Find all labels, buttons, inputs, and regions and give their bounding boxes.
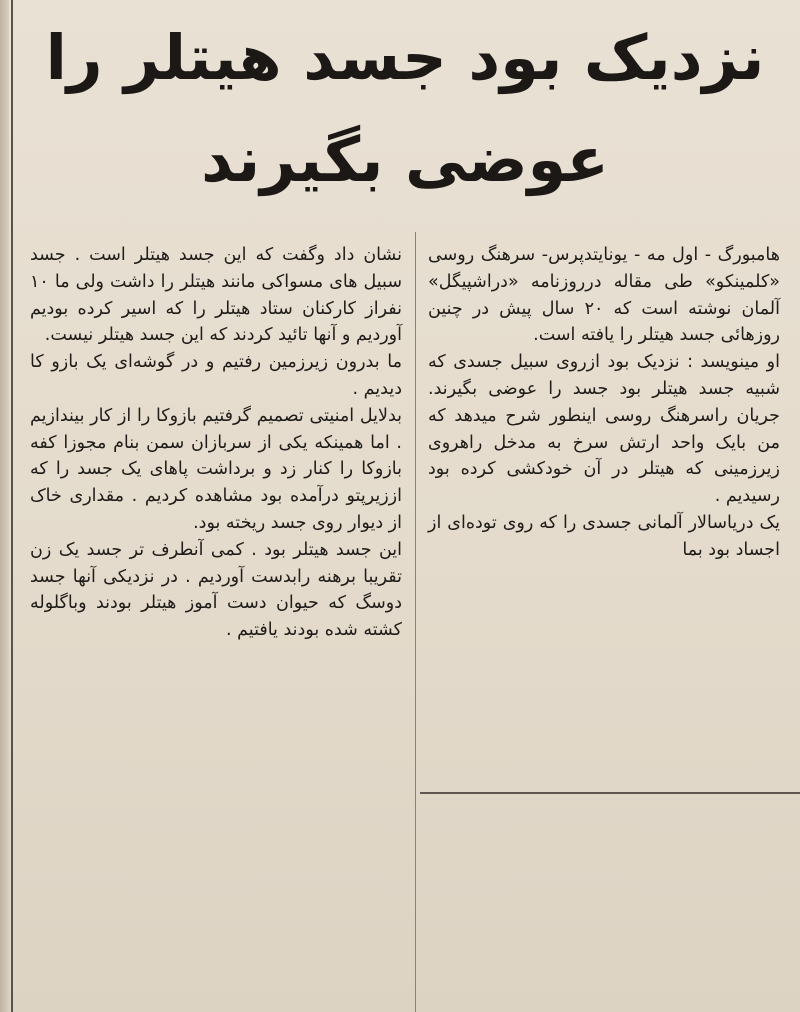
article-column-right [428, 242, 780, 564]
paper-edge [0, 0, 9, 1012]
paragraph-6: بدلایل امنیتی تصمیم گرفتیم بازوکا را از کار بیندازیم . اما همینکه یکی از سربازان سمن بنام مجوزا کفه بازوکا را کنار زد و برداشت پاهای یک جسد را که اززیرپتو درآمده بود مشاهده کردیم . مقداری خاک از دیوار روی جسد ریخته بود. [30, 405, 402, 533]
paragraph-4: نشان داد وگفت که این جسد هیتلر است . جسد سبیل های مسواکی مانند هیتلر را داشت ولی ما ۱۰ نفراز کارکنان ستاد هیتلر را که اسیر کرده بودیم آوردیم و آنها تائید کردند که این جسد هیتلر نیست. [30, 245, 402, 346]
column-divider [415, 232, 416, 1012]
article-column-left [30, 242, 402, 644]
paragraph-1: هامبورگ - اول مه - یونایتدپرس- سرهنگ روسی «کلمینکو» طی مقاله درروزنامه «دراشپیگل» آلمان نوشته است که ۲۰ سال پیش در چنین روزهائی جسد هیتلر را یافته است. [428, 245, 780, 346]
paragraph-3: یک دریاسالار آلمانی جسدی را که روی توده‌ای از اجساد بود بما [428, 512, 780, 560]
headline-line-2: عوضی بگیرند [201, 123, 609, 196]
paragraph-2: او مینویسد : نزدیک بود ازروی سبیل جسدی که شبیه جسد هیتلر بود جسد را عوضی بگیرند. جریان راسرهنگ روسی اینطور شرح میدهد که من بایک واحد ارتش سرخ به مدخل راهروی زیرزمینی که هیتلر در آن خودکشی کرده بود رسیدیم . [428, 352, 780, 507]
article-end-rule [420, 792, 800, 794]
paragraph-7: این جسد هیتلر بود . کمی آنطرف تر جسد یک زن تقریبا برهنه رابدست آوردیم . در نزدیکی آنها جسد دوسگ که حیوان دست آموز هیتلر بودند وباگلوله کشته شده بودند یافتیم . [30, 539, 402, 641]
column-rule-left [11, 0, 13, 1012]
paragraph-5: ما بدرون زیرزمین رفتیم و در گوشه‌ای یک بازو کا دیدیم . [30, 352, 402, 399]
headline [40, 12, 770, 206]
headline-line-1: نزدیک بود جسد هیتلر را [45, 21, 765, 94]
